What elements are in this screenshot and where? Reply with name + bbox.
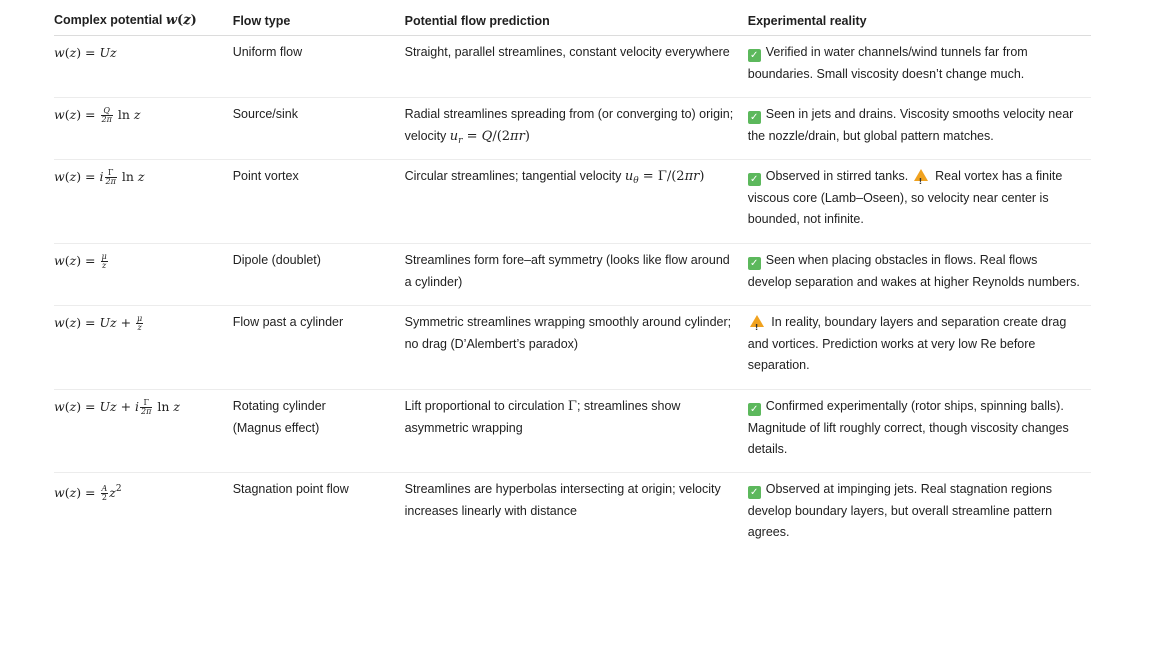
table-row <box>54 160 1091 244</box>
reality: ✓ Seen in jets and drains. Viscosity smooths velocity near the nozzle/drain, but global pattern matches. <box>748 98 1091 160</box>
table-row <box>54 244 1091 306</box>
potential-formula: w(z) = $\frac{A}{2}$ $z^2$ <box>54 484 122 502</box>
flow-type: Source/sink <box>233 98 405 160</box>
check-icon: ✓ <box>748 111 761 124</box>
table-row <box>54 98 1091 160</box>
reality: ! In reality, boundary layers and separation create drag and vortices. Prediction works at very low Re before separation. <box>748 306 1091 390</box>
prediction: Streamlines are hyperbolas intersecting at origin; velocity increases linearly with distance <box>404 482 721 518</box>
flow-type: Rotating cylinder (Magnus effect) <box>233 390 405 473</box>
check-icon: ✓ <box>748 257 761 270</box>
table-row <box>54 36 1091 98</box>
potential-formula: w(z) = Uz + i $\frac{\Gamma}{2\pi}$ ln z <box>54 390 233 473</box>
potential-formula: w(z) = $\frac{Q}{2\pi}$ ln z <box>54 98 233 160</box>
check-icon: ✓ <box>748 403 761 416</box>
header-flow-type: Flow type <box>233 6 405 36</box>
header-reality: Experimental reality <box>748 6 1091 36</box>
prediction: Lift proportional to circulation Γ; streamlines show asymmetric wrapping <box>405 390 748 473</box>
prediction: Circular streamlines; tangential velocity $u_\theta = \Gamma/(2\pi r)$ <box>405 160 748 244</box>
potential-formula: w(z) = Uz <box>54 36 233 98</box>
reality: ✓ Seen when placing obstacles in flows. Real flows develop separation and wakes at higher Reynolds numbers. <box>748 244 1091 306</box>
check-icon: ✓ <box>748 486 761 499</box>
reality: ✓ Verified in water channels/wind tunnels far from boundaries. Small viscosity doesn’t change much. <box>748 36 1091 98</box>
prediction: Straight, parallel streamlines, constant velocity everywhere <box>405 36 748 98</box>
prediction: Radial streamlines spreading from (or converging to) origin; velocity $u_r = Q/(2\pi r)$ <box>405 98 748 160</box>
flow-table <box>54 6 1091 557</box>
flow-type: Stagnation point flow <box>232 482 349 496</box>
table-row <box>54 473 1091 557</box>
flow-type: Point vortex <box>233 160 405 244</box>
prediction: Streamlines form fore–aft symmetry (looks like flow around a cylinder) <box>405 244 748 306</box>
check-icon: ✓ <box>748 173 761 186</box>
flow-type: Uniform flow <box>233 36 405 98</box>
table-row <box>54 306 1091 390</box>
potential-formula: w(z) = Uz + $\frac{\mu}{z}$ <box>54 306 233 390</box>
prediction: Symmetric streamlines wrapping smoothly around cylinder; no drag (D’Alembert’s paradox) <box>405 306 748 390</box>
warning-icon <box>914 169 928 181</box>
reality: ✓ Confirmed experimentally (rotor ships, spinning balls). Magnitude of lift roughly correct, though viscosity changes details. <box>748 390 1091 473</box>
header-complex-potential: Complex potential w(z) <box>54 6 233 36</box>
flow-type: Dipole (doublet) <box>233 244 405 306</box>
flow-type: Flow past a cylinder <box>233 306 405 390</box>
reality: ✓ Observed in stirred tanks. ! Real vortex has a finite viscous core (Lamb–Oseen), so velocity near center is bounded, not infinite. <box>748 160 1091 244</box>
header-prediction: Potential flow prediction <box>405 6 748 36</box>
header-row <box>54 6 1091 36</box>
table-row <box>54 390 1091 473</box>
check-icon: ✓ <box>748 49 761 62</box>
reality: ✓ Observed at impinging jets. Real stagnation regions develop boundary layers, but overall streamline pattern agrees. <box>747 482 1053 539</box>
warning-icon <box>750 315 764 327</box>
potential-formula: w(z) = $\frac{\mu}{z}$ <box>54 244 233 306</box>
potential-formula: w(z) = i $\frac{\Gamma}{2\pi}$ ln z <box>54 160 233 244</box>
